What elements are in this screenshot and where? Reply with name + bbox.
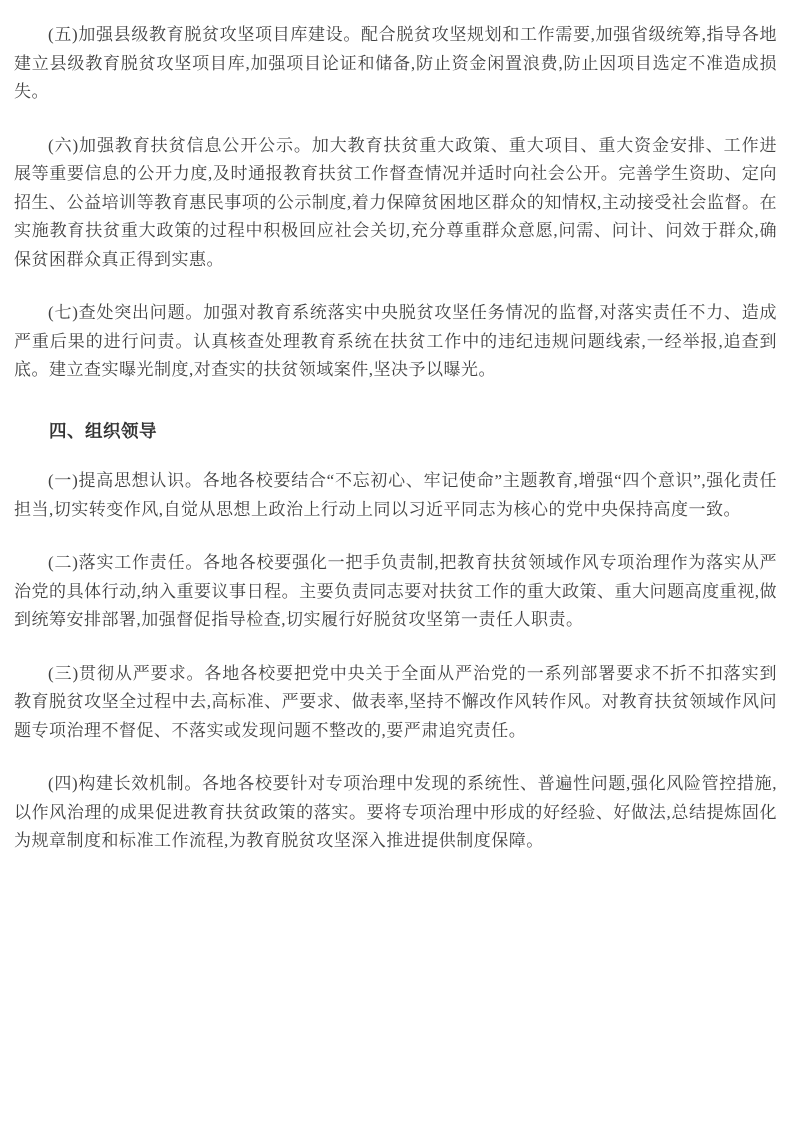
section-heading-organization-leadership: 四、组织领导 [49, 420, 157, 441]
paragraph-item-1: (一)提高思想认识。各地各校要结合“不忘初心、牢记使命”主题教育,增强“四个意识”,强化责任担当,切实转变作风,自觉从思想上政治上行动上同以习近平同志为核心的党中央保持高度一致。 [14, 471, 777, 519]
paragraph-item-2: (二)落实工作责任。各地各校要强化一把手负责制,把教育扶贫领域作风专项治理作为落实从严治党的具体行动,纳入重要议事日程。主要负责同志要对扶贫工作的重大政策、重大问题高度重视,做到统筹安排部署,加强督促指导检查,切实履行好脱贫攻坚第一责任人职责。 [14, 553, 777, 629]
paragraph-item-4: (四)构建长效机制。各地各校要针对专项治理中发现的系统性、普遍性问题,强化风险管控措施,以作风治理的成果促进教育扶贫政策的落实。要将专项治理中形成的好经验、好做法,总结提炼固化为规章制度和标准工作流程,为教育脱贫攻坚深入推进提供制度保障。 [14, 774, 777, 850]
paragraph-item-5: (五)加强县级教育脱贫攻坚项目库建设。配合脱贫攻坚规划和工作需要,加强省级统筹,指导各地建立县级教育脱贫攻坚项目库,加强项目论证和储备,防止资金闲置浪费,防止因项目选定不准造成损失。 [14, 25, 777, 101]
paragraph-item-3: (三)贯彻从严要求。各地各校要把党中央关于全面从严治党的一系列部署要求不折不扣落实到教育脱贫攻坚全过程中去,高标准、严要求、做表率,坚持不懈改作风转作风。对教育扶贫领域作风问题专项治理不督促、不落实或发现问题不整改的,要严肃追究责任。 [14, 663, 777, 740]
paragraph-item-7: (七)查处突出问题。加强对教育系统落实中央脱贫攻坚任务情况的监督,对落实责任不力、造成严重后果的进行问责。认真核查处理教育系统在扶贫工作中的违纪违规问题线索,一经举报,追查到底。建立查实曝光制度,对查实的扶贫领域案件,坚决予以曝光。 [14, 303, 777, 379]
paragraph-item-6: (六)加强教育扶贫信息公开公示。加大教育扶贫重大政策、重大项目、重大资金安排、工作进展等重要信息的公开力度,及时通报教育扶贫工作督查情况并适时向社会公开。完善学生资助、定向招生、公益培训等教育惠民事项的公示制度,着力保障贫困地区群众的知情权,主动接受社会监督。在实施教育扶贫重大政策的过程中积极回应社会关切,充分尊重群众意愿,问需、问计、问效于群众,确保贫困群众真正得到实惠。 [14, 135, 777, 269]
